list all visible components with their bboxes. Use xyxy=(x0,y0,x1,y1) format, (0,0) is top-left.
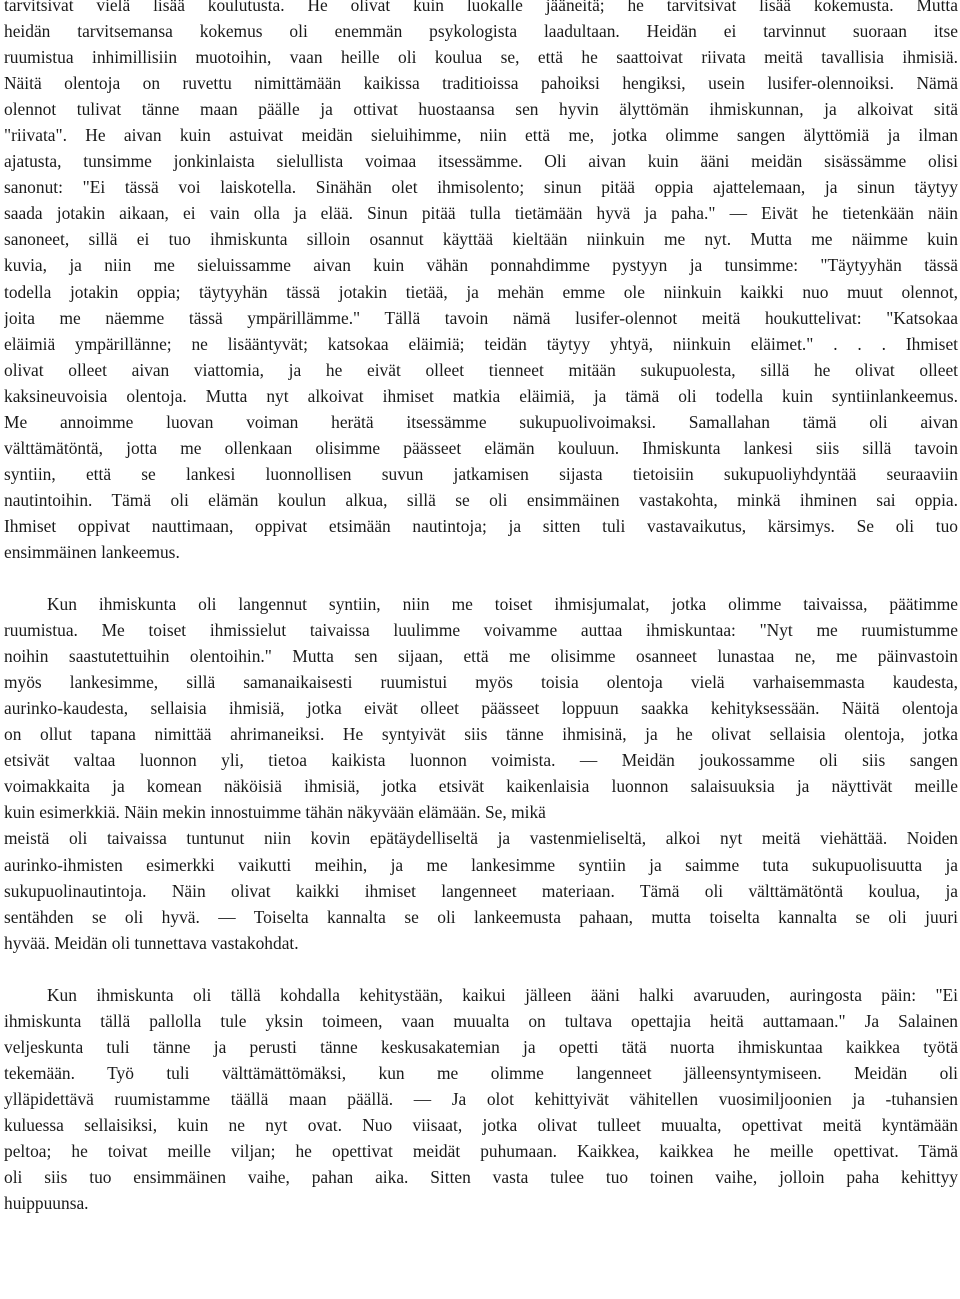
text-line: kuluessa sellaisiksi, kuin ne nyt ovat. Nuo viisaat, jotka olivat tulleet muualta, opettivat meitä kyntämään xyxy=(4,1114,958,1135)
text-line: Kun ihmiskunta oli tällä kohdalla kehitystään, kaikui jälleen ääni halki avaruuden, auringosta päin: "Ei xyxy=(47,984,958,1005)
text-line: Me annoimme luovan voiman herätä itsessämme sukupuolivoimaksi. Samallahan tämä oli aivan xyxy=(4,411,958,432)
text-line: noihin saastutettuihin olentoihin." Mutta sen sijaan, että me olisimme osanneet lunastaa ne, me päinvastoin xyxy=(4,646,958,667)
text-line: "riivata". He aivan kuin astuivat meidän sieluihimme, niin että me, jotka olimme sangen älyttömiä ja ilman xyxy=(4,125,958,146)
text-line: todella jotakin oppia; täytyyhän tässä jotakin tietää, ja mehän emme ole niinkuin kaikki nuo muut olennot, xyxy=(4,281,958,302)
text-line: kaksineuvoisia olentoja. Mutta nyt alkoivat ihmiset matkia eläimiä, ja tämä oli todella kuin syntiinlankeemus. xyxy=(4,385,958,406)
text-line: aurinko-kaudesta, sellaisia ihmisiä, jotka eivät olleet päässeet loppuun saakka kehityksessään. Näitä olentoja xyxy=(4,698,958,719)
text-line: joita me näemme tässä ympärillämme." Tällä tavoin nämä lusifer-olennot meitä houkuttelivat: "Katsokaa xyxy=(4,307,958,328)
paragraph-3 xyxy=(4,982,958,1216)
paragraph-gap xyxy=(4,956,958,982)
text-line: Kun ihmiskunta oli langennut syntiin, niin me toiset ihmisjumalat, jotka olimme taivaissa, päätimme xyxy=(47,594,958,615)
text-line: ruumistua inhimillisiin muotoihin, vaan heille oli koulua se, että he saattoivat riivata meitä tavallisia ihmisiä. xyxy=(4,47,958,68)
text-line: heidän tarvitsemansa kokemus oli enemmän psykologista laadultaan. Heidän ei tarvinnut suoraan itse xyxy=(4,21,958,42)
text-line: sentähden se oli hyvä. — Toiselta kannalta se oli lankeemusta pahaan, mutta toiselta kannalta se oli juuri xyxy=(4,906,958,927)
text-line: kuin esimerkkiä. Näin mekin innostuimme tähän näkyvään elämään. Se, mikä xyxy=(4,802,546,823)
text-line: sanoneet, sillä ei tuo ihmiskunta silloin osannut käyttää kieltään niinkuin me nyt. Mutta me näimme kuin xyxy=(4,229,958,250)
text-line: sukupuolinautintoja. Näin olivat kaikki ihmiset langenneet materiaan. Tämä oli välttämätöntä koulua, ja xyxy=(4,880,958,901)
text-line: ruumistua. Me toiset ihmissielut taivaissa luulimme voivamme auttaa ihmiskuntaa: "Nyt me ruumistumme xyxy=(4,620,958,641)
text-line: syntiin, että se lankesi luonnollisen suvun jatkamisen sijasta tietoisiin sukupuoliyhdyntää seuraaviin xyxy=(4,463,958,484)
text-line: hyvää. Meidän oli tunnettava vastakohdat. xyxy=(4,932,299,953)
text-line: olivat olleet aivan viattomia, ja he eivät olleet tienneet mitään sukupuolesta, sillä he olivat olleet xyxy=(4,359,958,380)
text-line: aurinko-ihmisten esimerkki vaikutti meihin, ja me lankesimme syntiin ja saimme tuta sukupuolisuutta ja xyxy=(4,854,958,875)
text-line: voimakkaita ja komean näköisiä ihmisiä, jotka etsivät kaikenlaisia luonnon salaisuuksia ja näyttivät meille xyxy=(4,776,958,797)
text-line: ihmiskunta tällä pallolla tule yksin toimeen, vaan muualta on tultava opettajia heitä auttamaan." Ja Salainen xyxy=(4,1010,958,1031)
text-line: tekemään. Työ tuli välttämättömäksi, kun me olimme langenneet jälleensyntymiseen. Meidän oli xyxy=(4,1062,958,1083)
text-line: kuvia, ja niin me sieluissamme aivan kuin vähän ponnahdimme pystyyn ja tunsimme: "Täytyyhän tässä xyxy=(4,255,958,276)
text-line: ylläpidettävä ruumistamme täällä maan päällä. — Ja olot kehittyivät vähitellen vuosimiljoonien ja -tuhansien xyxy=(4,1088,958,1109)
text-line: eläimiä ympärillänne; ne lisääntyvät; katsokaa eläimiä; teidän täytyy yhtyä, niinkuin eläimet." . . . Ihmiset xyxy=(4,333,958,354)
text-line: myös lankesimme, sillä samanaikaisesti ruumistui myös toisia olentoja vielä varhaisemmasta kaudesta, xyxy=(4,672,958,693)
text-line: oli siis tuo ensimmäinen vaihe, pahan aika. Sitten vasta tulee tuo toinen vaihe, jolloin paha kehittyy xyxy=(4,1167,958,1188)
text-line: etsivät valtaa luonnon yli, tietoa kaikista luonnon voimista. — Meidän joukossamme oli siis sangen xyxy=(4,750,958,771)
paragraph-1 xyxy=(4,0,958,565)
text-line: on ollut tapana nimittää ahrimaneiksi. He syntyivät siis tänne ihmisinä, ja he olivat sellaisia olentoja, jotka xyxy=(4,724,958,745)
text-line: Näitä olentoja on ruvettu nimittämään kaikissa traditioissa pahoiksi hengiksi, usein lusifer-olennoiksi. Nämä xyxy=(4,73,958,94)
text-line: Ihmiset oppivat nauttimaan, oppivat etsimään nautintoja; ja sitten tuli vastavaikutus, kärsimys. Se oli tuo xyxy=(4,515,958,536)
text-line: ensimmäinen lankeemus. xyxy=(4,541,180,562)
text-line: tarvitsivat vielä lisää koulutusta. He olivat kuin luokalle jääneitä; he tarvitsivat lisää kokemusta. Mutta xyxy=(4,0,958,15)
text-line: olennot tulivat tänne maan päälle ja ottivat huostaansa sen hyvin älyttömän ihmiskunnan, ja alkoivat sitä xyxy=(4,99,958,120)
text-line: huippuunsa. xyxy=(4,1193,89,1214)
text-line: ajatusta, tunsimme jonkinlaista sielullista voimaa itsessämme. Oli aivan kuin ääni meidän sisässämme olisi xyxy=(4,151,958,172)
text-line: saada jotakin aikaan, ei vain olla ja elää. Sinun pitää tulla tietämään hyvä ja paha." — Eivät he tietenkään näin xyxy=(4,203,958,224)
text-line: meistä oli taivaissa tuntunut niin kovin epätäydelliseltä ja vastenmieliseltä, alkoi nyt meitä viehättää. Noiden xyxy=(4,828,958,849)
text-line: nautintoihin. Tämä oli elämän koulun alkua, sillä se oli ensimmäinen vastakohta, minkä ihminen sai oppia. xyxy=(4,489,958,510)
paragraph-2 xyxy=(4,591,958,956)
text-line: sanonut: "Ei tässä voi laiskotella. Sinähän olet ihmisolento; sinun pitää oppia ajattelemaan, ja sinun täytyy xyxy=(4,177,958,198)
text-line: välttämätöntä, jotta me ollenkaan olisimme päässeet elämän kouluun. Ihmiskunta lankesi siis sillä tavoin xyxy=(4,437,958,458)
text-line: peltoa; he toivat meille viljan; he opettivat meidät puhumaan. Kaikkea, kaikkea he meille opettivat. Tämä xyxy=(4,1140,958,1161)
text-line: veljeskunta tuli tänne ja perusti tänne keskusakatemian ja opetti tätä nuorta ihmiskuntaa kaikkea työtä xyxy=(4,1036,958,1057)
paragraph-gap xyxy=(4,565,958,591)
document-page xyxy=(4,0,958,1216)
